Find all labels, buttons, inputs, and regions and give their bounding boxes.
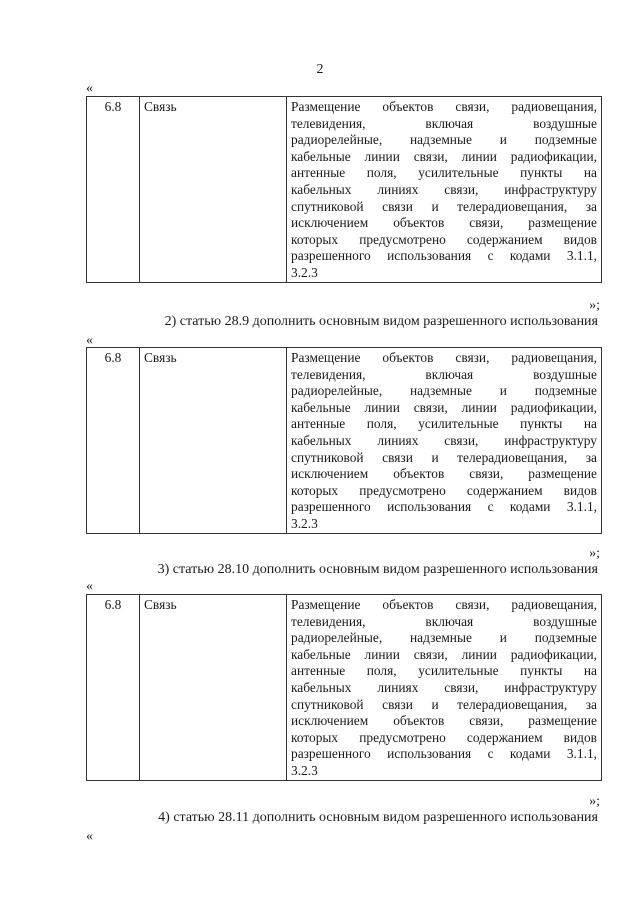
description-line: кабельные линии связи, линии радиофикации, xyxy=(291,148,597,164)
description-line: Размещение объектов связи, радиовещания, xyxy=(291,99,597,114)
description-line: которых предусмотрено содержанием видов xyxy=(291,729,597,745)
description-line: 3.2.3 xyxy=(291,515,318,531)
description-line: радиорелейные, надземные и подземные xyxy=(291,383,597,399)
description-line: разрешенного использования с кодами 3.1.1, xyxy=(291,248,597,264)
description-line: разрешенного использования с кодами 3.1.1, xyxy=(291,499,597,515)
description-line: разрешенного использования с кодами 3.1.1, xyxy=(291,746,597,762)
quote-close-1: »; xyxy=(589,298,600,313)
table-row xyxy=(87,97,602,283)
use-description-cell xyxy=(287,595,602,781)
quote-open-2: « xyxy=(86,333,93,348)
use-name-cell: Связь xyxy=(140,595,287,781)
page-number: 2 xyxy=(316,62,324,77)
description-line: кабельных линиях связи, инфраструктуру xyxy=(291,432,597,448)
description-line: спутниковой связи и телерадиовещания, за xyxy=(291,449,597,465)
description-line: исключением объектов связи, размещение xyxy=(291,466,597,482)
description-line: спутниковой связи и телерадиовещания, за xyxy=(291,198,597,214)
table-row xyxy=(87,348,602,534)
description-line: кабельные линии связи, линии радиофикации, xyxy=(291,646,597,662)
quote-close-2: »; xyxy=(589,546,600,561)
description-line: радиорелейные, надземные и подземные xyxy=(291,630,597,646)
description-line: антенные поля, усилительные пункты на xyxy=(291,165,597,181)
description-line: телевидения, включая воздушные xyxy=(291,613,597,629)
description-line: которых предусмотрено содержанием видов xyxy=(291,482,597,498)
description-line: исключением объектов связи, размещение xyxy=(291,713,597,729)
use-name-cell: Связь xyxy=(140,348,287,534)
description-line: кабельных линиях связи, инфраструктуру xyxy=(291,181,597,197)
description-line: антенные поля, усилительные пункты на xyxy=(291,416,597,432)
description-line: которых предусмотрено содержанием видов xyxy=(291,231,597,247)
use-code-cell: 6.8 xyxy=(87,97,140,283)
quote-open-3: « xyxy=(86,579,93,594)
description-line: телевидения, включая воздушные xyxy=(291,115,597,131)
permitted-use-table-1 xyxy=(86,96,602,283)
description-line: Размещение объектов связи, радиовещания, xyxy=(291,350,597,365)
description-line: 3.2.3 xyxy=(291,264,318,280)
table-row xyxy=(87,595,602,781)
use-description-cell xyxy=(287,97,602,283)
permitted-use-table-2 xyxy=(86,347,602,534)
description-line: Размещение объектов связи, радиовещания, xyxy=(291,597,597,612)
use-name-cell: Связь xyxy=(140,97,287,283)
permitted-use-table-3 xyxy=(86,594,602,781)
amendment-instruction-3: 3) статью 28.10 дополнить основным видом разрешенного использования xyxy=(157,562,598,577)
amendment-instruction-2: 2) статью 28.9 дополнить основным видом разрешенного использования xyxy=(164,314,598,329)
description-line: радиорелейные, надземные и подземные xyxy=(291,132,597,148)
description-line: телевидения, включая воздушные xyxy=(291,366,597,382)
description-line: 3.2.3 xyxy=(291,762,318,778)
quote-close-3: »; xyxy=(589,794,600,809)
amendment-instruction-4: 4) статью 28.11 дополнить основным видом разрешенного использования xyxy=(158,810,598,825)
use-code-cell: 6.8 xyxy=(87,595,140,781)
use-code-cell: 6.8 xyxy=(87,348,140,534)
use-description-cell xyxy=(287,348,602,534)
quote-open-1: « xyxy=(86,81,93,96)
description-line: антенные поля, усилительные пункты на xyxy=(291,663,597,679)
description-line: исключением объектов связи, размещение xyxy=(291,215,597,231)
description-line: кабельных линиях связи, инфраструктуру xyxy=(291,679,597,695)
quote-open-4: « xyxy=(86,829,93,844)
description-line: кабельные линии связи, линии радиофикации, xyxy=(291,399,597,415)
description-line: спутниковой связи и телерадиовещания, за xyxy=(291,696,597,712)
